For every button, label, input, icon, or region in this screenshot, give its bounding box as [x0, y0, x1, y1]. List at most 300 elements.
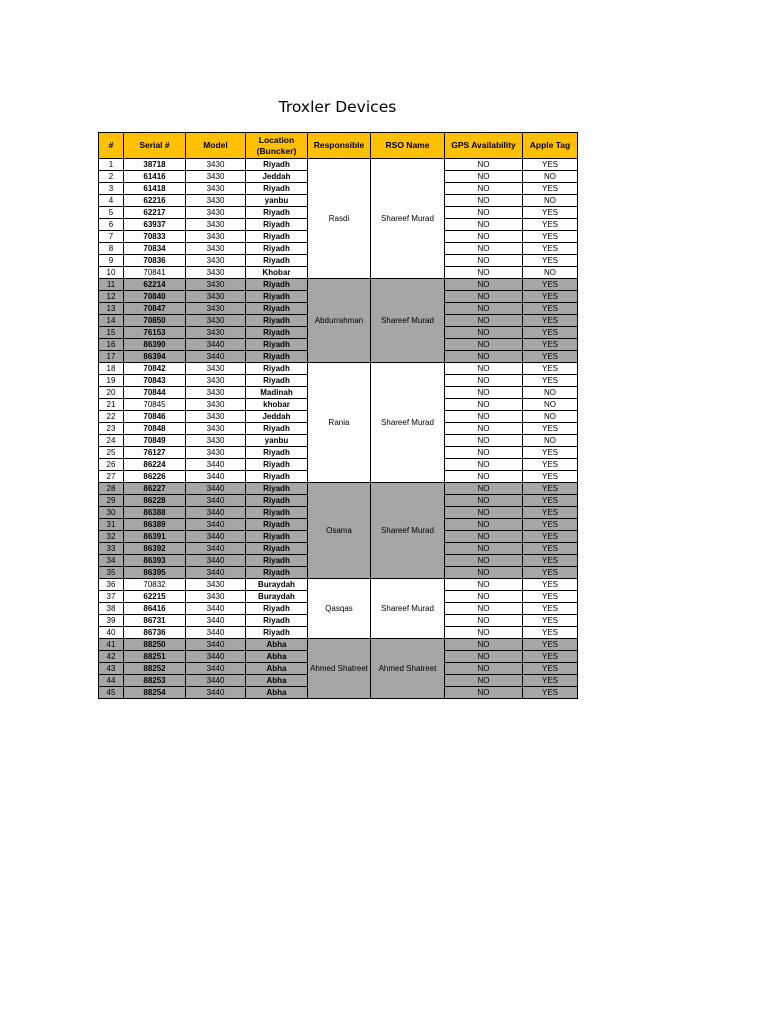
location-cell: Madinah [246, 387, 308, 399]
serial-cell: 86388 [124, 507, 186, 519]
gps-cell: NO [445, 243, 523, 255]
row-number-cell: 14 [99, 315, 124, 327]
model-cell: 3440 [186, 615, 246, 627]
location-cell: Abha [246, 675, 308, 687]
row-number-cell: 6 [99, 219, 124, 231]
gps-cell: NO [445, 279, 523, 291]
model-cell: 3440 [186, 459, 246, 471]
row-number-cell: 45 [99, 687, 124, 699]
model-cell: 3430 [186, 423, 246, 435]
location-cell: Riyadh [246, 219, 308, 231]
model-cell: 3440 [186, 567, 246, 579]
row-number-cell: 23 [99, 423, 124, 435]
location-cell: Riyadh [246, 315, 308, 327]
row-number-cell: 37 [99, 591, 124, 603]
row-number-cell: 35 [99, 567, 124, 579]
location-cell: Riyadh [246, 507, 308, 519]
gps-cell: NO [445, 591, 523, 603]
location-cell: khobar [246, 399, 308, 411]
row-number-cell: 41 [99, 639, 124, 651]
row-number-cell: 30 [99, 507, 124, 519]
location-cell: Riyadh [246, 531, 308, 543]
serial-cell: 70834 [124, 243, 186, 255]
apple-tag-cell: YES [523, 303, 578, 315]
model-cell: 3430 [186, 399, 246, 411]
location-cell: Jeddah [246, 171, 308, 183]
serial-cell: 63937 [124, 219, 186, 231]
gps-cell: NO [445, 195, 523, 207]
apple-tag-cell: NO [523, 267, 578, 279]
model-cell: 3440 [186, 507, 246, 519]
gps-cell: NO [445, 531, 523, 543]
serial-cell: 61418 [124, 183, 186, 195]
row-number-cell: 32 [99, 531, 124, 543]
serial-cell: 61416 [124, 171, 186, 183]
apple-tag-cell: YES [523, 591, 578, 603]
model-cell: 3430 [186, 291, 246, 303]
location-cell: Riyadh [246, 447, 308, 459]
model-cell: 3440 [186, 495, 246, 507]
location-cell: yanbu [246, 435, 308, 447]
row-number-cell: 26 [99, 459, 124, 471]
location-cell: Riyadh [246, 351, 308, 363]
location-cell: Riyadh [246, 543, 308, 555]
row-number-cell: 9 [99, 255, 124, 267]
apple-tag-cell: NO [523, 171, 578, 183]
model-cell: 3440 [186, 519, 246, 531]
gps-cell: NO [445, 627, 523, 639]
row-number-cell: 5 [99, 207, 124, 219]
serial-cell: 62215 [124, 591, 186, 603]
serial-cell: 88250 [124, 639, 186, 651]
column-header-rso-name: RSO Name [371, 133, 445, 159]
gps-cell: NO [445, 603, 523, 615]
serial-cell: 70845 [124, 399, 186, 411]
gps-cell: NO [445, 399, 523, 411]
location-cell: Riyadh [246, 207, 308, 219]
rso-name-cell: Shareef Murad [371, 279, 445, 363]
row-number-cell: 12 [99, 291, 124, 303]
model-cell: 3430 [186, 375, 246, 387]
model-cell: 3430 [186, 159, 246, 171]
responsible-cell: Qasqas [308, 579, 371, 639]
location-cell: Riyadh [246, 327, 308, 339]
location-cell: Riyadh [246, 423, 308, 435]
model-cell: 3440 [186, 627, 246, 639]
row-number-cell: 19 [99, 375, 124, 387]
serial-cell: 86416 [124, 603, 186, 615]
model-cell: 3430 [186, 207, 246, 219]
gps-cell: NO [445, 483, 523, 495]
serial-cell: 70842 [124, 363, 186, 375]
serial-cell: 88253 [124, 675, 186, 687]
apple-tag-cell: YES [523, 423, 578, 435]
apple-tag-cell: YES [523, 663, 578, 675]
row-number-cell: 11 [99, 279, 124, 291]
serial-cell: 62214 [124, 279, 186, 291]
serial-cell: 86390 [124, 339, 186, 351]
gps-cell: NO [445, 663, 523, 675]
gps-cell: NO [445, 459, 523, 471]
gps-cell: NO [445, 267, 523, 279]
location-cell: Riyadh [246, 255, 308, 267]
location-cell: Riyadh [246, 459, 308, 471]
serial-cell: 70840 [124, 291, 186, 303]
apple-tag-cell: YES [523, 351, 578, 363]
row-number-cell: 8 [99, 243, 124, 255]
model-cell: 3430 [186, 447, 246, 459]
model-cell: 3440 [186, 471, 246, 483]
serial-cell: 38718 [124, 159, 186, 171]
apple-tag-cell: YES [523, 651, 578, 663]
serial-cell: 86394 [124, 351, 186, 363]
rso-name-cell: Ahmed Shatreet [371, 639, 445, 699]
serial-cell: 70846 [124, 411, 186, 423]
gps-cell: NO [445, 651, 523, 663]
gps-cell: NO [445, 327, 523, 339]
serial-cell: 70847 [124, 303, 186, 315]
row-number-cell: 42 [99, 651, 124, 663]
table-row [99, 279, 578, 291]
model-cell: 3440 [186, 651, 246, 663]
serial-cell: 88252 [124, 663, 186, 675]
row-number-cell: 44 [99, 675, 124, 687]
serial-cell: 70843 [124, 375, 186, 387]
gps-cell: NO [445, 159, 523, 171]
location-cell: Riyadh [246, 519, 308, 531]
location-cell: Buraydah [246, 579, 308, 591]
row-number-cell: 38 [99, 603, 124, 615]
row-number-cell: 13 [99, 303, 124, 315]
row-number-cell: 39 [99, 615, 124, 627]
serial-cell: 70848 [124, 423, 186, 435]
row-number-cell: 18 [99, 363, 124, 375]
gps-cell: NO [445, 387, 523, 399]
location-cell: Abha [246, 663, 308, 675]
apple-tag-cell: YES [523, 327, 578, 339]
location-cell: Riyadh [246, 243, 308, 255]
model-cell: 3430 [186, 183, 246, 195]
apple-tag-cell: NO [523, 399, 578, 411]
model-cell: 3430 [186, 363, 246, 375]
column-header-serial: Serial # [124, 133, 186, 159]
location-cell: Riyadh [246, 291, 308, 303]
location-cell: Riyadh [246, 495, 308, 507]
model-cell: 3430 [186, 267, 246, 279]
gps-cell: NO [445, 375, 523, 387]
model-cell: 3430 [186, 411, 246, 423]
gps-cell: NO [445, 543, 523, 555]
model-cell: 3440 [186, 555, 246, 567]
gps-cell: NO [445, 435, 523, 447]
row-number-cell: 27 [99, 471, 124, 483]
model-cell: 3430 [186, 579, 246, 591]
location-cell: Riyadh [246, 339, 308, 351]
location-cell: Riyadh [246, 231, 308, 243]
model-cell: 3430 [186, 315, 246, 327]
apple-tag-cell: NO [523, 387, 578, 399]
serial-cell: 70849 [124, 435, 186, 447]
location-cell: Riyadh [246, 303, 308, 315]
gps-cell: NO [445, 639, 523, 651]
apple-tag-cell: YES [523, 255, 578, 267]
gps-cell: NO [445, 171, 523, 183]
serial-cell: 70836 [124, 255, 186, 267]
apple-tag-cell: YES [523, 615, 578, 627]
apple-tag-cell: YES [523, 339, 578, 351]
model-cell: 3430 [186, 171, 246, 183]
location-cell: Riyadh [246, 483, 308, 495]
serial-cell: 86391 [124, 531, 186, 543]
row-number-cell: 31 [99, 519, 124, 531]
apple-tag-cell: YES [523, 603, 578, 615]
model-cell: 3440 [186, 603, 246, 615]
apple-tag-cell: YES [523, 531, 578, 543]
row-number-cell: 28 [99, 483, 124, 495]
serial-cell: 76153 [124, 327, 186, 339]
row-number-cell: 29 [99, 495, 124, 507]
column-header-number: # [99, 133, 124, 159]
rso-name-cell: Shareef Murad [371, 159, 445, 279]
row-number-cell: 36 [99, 579, 124, 591]
apple-tag-cell: YES [523, 207, 578, 219]
row-number-cell: 1 [99, 159, 124, 171]
gps-cell: NO [445, 555, 523, 567]
serial-cell: 88251 [124, 651, 186, 663]
row-number-cell: 21 [99, 399, 124, 411]
device-rows [99, 159, 578, 699]
serial-cell: 86227 [124, 483, 186, 495]
apple-tag-cell: YES [523, 687, 578, 699]
rso-name-cell: Shareef Murad [371, 363, 445, 483]
apple-tag-cell: YES [523, 291, 578, 303]
gps-cell: NO [445, 687, 523, 699]
devices-table [98, 132, 578, 699]
responsible-cell: Ahmed Shatreet [308, 639, 371, 699]
serial-cell: 86393 [124, 555, 186, 567]
model-cell: 3440 [186, 531, 246, 543]
apple-tag-cell: YES [523, 579, 578, 591]
table-row [99, 639, 578, 651]
gps-cell: NO [445, 495, 523, 507]
table-header-row [99, 133, 578, 159]
gps-cell: NO [445, 339, 523, 351]
gps-cell: NO [445, 363, 523, 375]
column-header-model: Model [186, 133, 246, 159]
gps-cell: NO [445, 411, 523, 423]
location-cell: Riyadh [246, 567, 308, 579]
column-header-gps: GPS Availability [445, 133, 523, 159]
apple-tag-cell: YES [523, 507, 578, 519]
gps-cell: NO [445, 183, 523, 195]
model-cell: 3430 [186, 195, 246, 207]
apple-tag-cell: YES [523, 519, 578, 531]
model-cell: 3440 [186, 543, 246, 555]
responsible-cell: Rania [308, 363, 371, 483]
model-cell: 3430 [186, 327, 246, 339]
apple-tag-cell: YES [523, 447, 578, 459]
apple-tag-cell: YES [523, 219, 578, 231]
model-cell: 3430 [186, 231, 246, 243]
serial-cell: 86392 [124, 543, 186, 555]
column-header-location: Location (Buncker) [246, 133, 308, 159]
serial-cell: 86228 [124, 495, 186, 507]
gps-cell: NO [445, 579, 523, 591]
model-cell: 3430 [186, 387, 246, 399]
row-number-cell: 24 [99, 435, 124, 447]
location-cell: Riyadh [246, 603, 308, 615]
location-cell: Abha [246, 651, 308, 663]
column-header-apple-tag: Apple Tag [523, 133, 578, 159]
apple-tag-cell: YES [523, 315, 578, 327]
location-cell: Riyadh [246, 159, 308, 171]
gps-cell: NO [445, 207, 523, 219]
row-number-cell: 4 [99, 195, 124, 207]
apple-tag-cell: YES [523, 567, 578, 579]
serial-cell: 86731 [124, 615, 186, 627]
serial-cell: 70841 [124, 267, 186, 279]
serial-cell: 76127 [124, 447, 186, 459]
page-title: Troxler Devices [278, 98, 397, 116]
gps-cell: NO [445, 447, 523, 459]
location-cell: Riyadh [246, 627, 308, 639]
serial-cell: 70850 [124, 315, 186, 327]
row-number-cell: 43 [99, 663, 124, 675]
location-cell: Riyadh [246, 279, 308, 291]
apple-tag-cell: YES [523, 375, 578, 387]
rso-name-cell: Shareef Murad [371, 483, 445, 579]
serial-cell: 86226 [124, 471, 186, 483]
model-cell: 3430 [186, 219, 246, 231]
apple-tag-cell: YES [523, 639, 578, 651]
model-cell: 3430 [186, 279, 246, 291]
apple-tag-cell: YES [523, 243, 578, 255]
row-number-cell: 10 [99, 267, 124, 279]
row-number-cell: 17 [99, 351, 124, 363]
gps-cell: NO [445, 615, 523, 627]
model-cell: 3440 [186, 351, 246, 363]
location-cell: Jeddah [246, 411, 308, 423]
gps-cell: NO [445, 675, 523, 687]
apple-tag-cell: YES [523, 555, 578, 567]
rso-name-cell: Shareef Murad [371, 579, 445, 639]
row-number-cell: 34 [99, 555, 124, 567]
table-row [99, 159, 578, 171]
row-number-cell: 16 [99, 339, 124, 351]
model-cell: 3430 [186, 255, 246, 267]
model-cell: 3430 [186, 435, 246, 447]
location-cell: Riyadh [246, 363, 308, 375]
model-cell: 3440 [186, 339, 246, 351]
row-number-cell: 3 [99, 183, 124, 195]
model-cell: 3440 [186, 687, 246, 699]
serial-cell: 62217 [124, 207, 186, 219]
apple-tag-cell: NO [523, 435, 578, 447]
apple-tag-cell: YES [523, 495, 578, 507]
row-number-cell: 22 [99, 411, 124, 423]
location-cell: yanbu [246, 195, 308, 207]
gps-cell: NO [445, 219, 523, 231]
gps-cell: NO [445, 291, 523, 303]
serial-cell: 88254 [124, 687, 186, 699]
gps-cell: NO [445, 519, 523, 531]
serial-cell: 62216 [124, 195, 186, 207]
model-cell: 3440 [186, 663, 246, 675]
apple-tag-cell: YES [523, 543, 578, 555]
location-cell: Abha [246, 687, 308, 699]
row-number-cell: 15 [99, 327, 124, 339]
gps-cell: NO [445, 471, 523, 483]
row-number-cell: 2 [99, 171, 124, 183]
model-cell: 3440 [186, 639, 246, 651]
apple-tag-cell: YES [523, 483, 578, 495]
model-cell: 3430 [186, 591, 246, 603]
apple-tag-cell: YES [523, 363, 578, 375]
row-number-cell: 33 [99, 543, 124, 555]
model-cell: 3430 [186, 243, 246, 255]
apple-tag-cell: NO [523, 411, 578, 423]
apple-tag-cell: NO [523, 195, 578, 207]
serial-cell: 70832 [124, 579, 186, 591]
gps-cell: NO [445, 507, 523, 519]
gps-cell: NO [445, 423, 523, 435]
apple-tag-cell: YES [523, 159, 578, 171]
apple-tag-cell: YES [523, 183, 578, 195]
column-header-responsible: Responsible [308, 133, 371, 159]
serial-cell: 86224 [124, 459, 186, 471]
location-cell: Riyadh [246, 375, 308, 387]
apple-tag-cell: YES [523, 231, 578, 243]
responsible-cell: Rasdi [308, 159, 371, 279]
apple-tag-cell: YES [523, 675, 578, 687]
row-number-cell: 25 [99, 447, 124, 459]
serial-cell: 86389 [124, 519, 186, 531]
location-cell: Riyadh [246, 615, 308, 627]
model-cell: 3430 [186, 303, 246, 315]
apple-tag-cell: YES [523, 471, 578, 483]
location-cell: Abha [246, 639, 308, 651]
table-row [99, 483, 578, 495]
gps-cell: NO [445, 351, 523, 363]
row-number-cell: 20 [99, 387, 124, 399]
serial-cell: 70833 [124, 231, 186, 243]
table-row [99, 363, 578, 375]
location-cell: Khobar [246, 267, 308, 279]
model-cell: 3440 [186, 483, 246, 495]
gps-cell: NO [445, 255, 523, 267]
table-row [99, 579, 578, 591]
gps-cell: NO [445, 315, 523, 327]
responsible-cell: Osama [308, 483, 371, 579]
gps-cell: NO [445, 567, 523, 579]
apple-tag-cell: YES [523, 627, 578, 639]
gps-cell: NO [445, 303, 523, 315]
location-cell: Riyadh [246, 555, 308, 567]
location-cell: Riyadh [246, 183, 308, 195]
serial-cell: 86736 [124, 627, 186, 639]
apple-tag-cell: YES [523, 459, 578, 471]
serial-cell: 70844 [124, 387, 186, 399]
gps-cell: NO [445, 231, 523, 243]
location-cell: Buraydah [246, 591, 308, 603]
row-number-cell: 7 [99, 231, 124, 243]
row-number-cell: 40 [99, 627, 124, 639]
location-cell: Riyadh [246, 471, 308, 483]
model-cell: 3440 [186, 675, 246, 687]
responsible-cell: Abdurrahman [308, 279, 371, 363]
apple-tag-cell: YES [523, 279, 578, 291]
serial-cell: 86395 [124, 567, 186, 579]
